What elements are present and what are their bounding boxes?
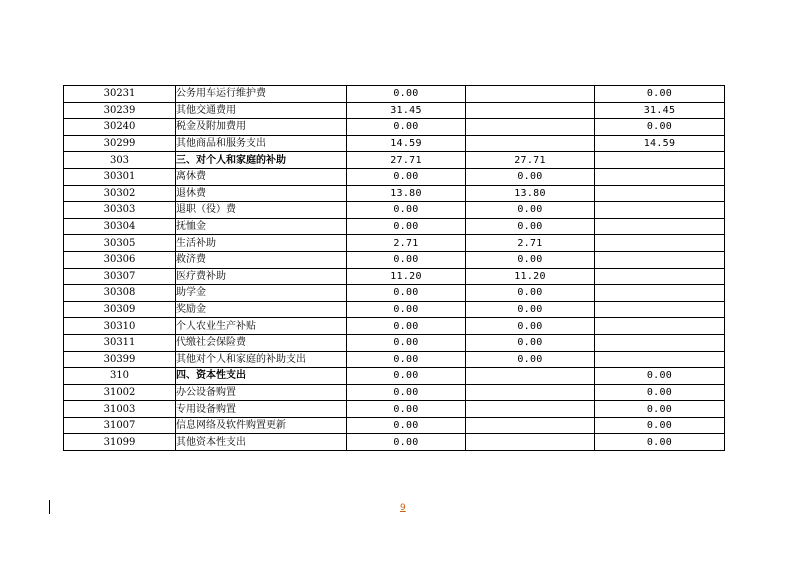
row-basic: [466, 434, 595, 451]
row-code: 30305: [64, 235, 176, 252]
row-project: [595, 152, 725, 169]
row-project: 0.00: [595, 417, 725, 434]
row-name: 办公设备购置: [176, 384, 347, 401]
table-row: [64, 417, 725, 434]
row-total: 14.59: [347, 135, 466, 152]
table-row: [64, 102, 725, 119]
row-basic: [466, 417, 595, 434]
table-row: [64, 152, 725, 169]
row-basic: 0.00: [466, 301, 595, 318]
row-project: [595, 202, 725, 219]
row-code: 31007: [64, 417, 176, 434]
row-name: 其他商品和服务支出: [176, 135, 347, 152]
row-basic: 0.00: [466, 202, 595, 219]
row-name: 信息网络及软件购置更新: [176, 417, 347, 434]
table-row: [64, 251, 725, 268]
row-project: 31.45: [595, 102, 725, 119]
table-row: [64, 434, 725, 451]
row-name: 四、资本性支出: [176, 368, 347, 385]
row-total: 0.00: [347, 351, 466, 368]
row-code: 30304: [64, 218, 176, 235]
row-project: 0.00: [595, 119, 725, 136]
row-basic: 0.00: [466, 318, 595, 335]
row-project: 0.00: [595, 86, 725, 103]
row-project: [595, 334, 725, 351]
table-row: [64, 351, 725, 368]
row-total: 0.00: [347, 368, 466, 385]
row-total: 0.00: [347, 401, 466, 418]
row-total: 0.00: [347, 334, 466, 351]
row-project: [595, 218, 725, 235]
row-code: 30307: [64, 268, 176, 285]
row-code: 31003: [64, 401, 176, 418]
row-name: 离休费: [176, 168, 347, 185]
row-project: 0.00: [595, 384, 725, 401]
row-code: 30311: [64, 334, 176, 351]
row-name: 助学金: [176, 285, 347, 302]
row-project: 0.00: [595, 434, 725, 451]
table-row: [64, 334, 725, 351]
table-row: [64, 86, 725, 103]
row-basic: 27.71: [466, 152, 595, 169]
expenditure-table: [63, 85, 725, 451]
row-project: 0.00: [595, 401, 725, 418]
row-code: 30239: [64, 102, 176, 119]
row-name: 救济费: [176, 251, 347, 268]
row-project: [595, 351, 725, 368]
row-project: [595, 251, 725, 268]
table-row: [64, 318, 725, 335]
row-project: [595, 235, 725, 252]
row-total: 13.80: [347, 185, 466, 202]
row-project: [595, 318, 725, 335]
row-name: 医疗费补助: [176, 268, 347, 285]
row-total: 0.00: [347, 417, 466, 434]
row-code: 30302: [64, 185, 176, 202]
row-total: 0.00: [347, 218, 466, 235]
table-row: [64, 202, 725, 219]
row-code: 30231: [64, 86, 176, 103]
row-basic: 0.00: [466, 334, 595, 351]
row-name: 税金及附加费用: [176, 119, 347, 136]
row-name: 奖励金: [176, 301, 347, 318]
table-row: [64, 218, 725, 235]
row-code: 31002: [64, 384, 176, 401]
row-project: [595, 168, 725, 185]
row-name: 其他对个人和家庭的补助支出: [176, 351, 347, 368]
table-row: [64, 301, 725, 318]
row-code: 303: [64, 152, 176, 169]
row-total: 0.00: [347, 318, 466, 335]
page-number[interactable]: 9: [400, 503, 406, 513]
row-basic: 0.00: [466, 218, 595, 235]
row-basic: [466, 384, 595, 401]
row-total: 0.00: [347, 119, 466, 136]
row-total: 0.00: [347, 86, 466, 103]
table-row: [64, 368, 725, 385]
row-total: 0.00: [347, 434, 466, 451]
table-row: [64, 285, 725, 302]
row-name: 公务用车运行维护费: [176, 86, 347, 103]
row-total: 0.00: [347, 285, 466, 302]
table-row: [64, 401, 725, 418]
row-total: 0.00: [347, 168, 466, 185]
table-row: [64, 185, 725, 202]
row-code: 30303: [64, 202, 176, 219]
row-total: 31.45: [347, 102, 466, 119]
row-basic: [466, 368, 595, 385]
row-name: 个人农业生产补贴: [176, 318, 347, 335]
row-code: 30299: [64, 135, 176, 152]
row-code: 31099: [64, 434, 176, 451]
row-name: 退休费: [176, 185, 347, 202]
row-basic: 0.00: [466, 251, 595, 268]
row-basic: [466, 119, 595, 136]
row-total: 2.71: [347, 235, 466, 252]
row-basic: [466, 86, 595, 103]
row-name: 三、对个人和家庭的补助: [176, 152, 347, 169]
row-name: 其他交通费用: [176, 102, 347, 119]
row-total: 0.00: [347, 384, 466, 401]
row-name: 退职（役）费: [176, 202, 347, 219]
row-name: 代缴社会保险费: [176, 334, 347, 351]
table-row: [64, 235, 725, 252]
row-code: 30240: [64, 119, 176, 136]
table-row: [64, 119, 725, 136]
table-row: [64, 384, 725, 401]
row-code: 30306: [64, 251, 176, 268]
table-row: [64, 135, 725, 152]
row-basic: 0.00: [466, 168, 595, 185]
row-basic: 13.80: [466, 185, 595, 202]
row-name: 生活补助: [176, 235, 347, 252]
row-code: 30309: [64, 301, 176, 318]
row-project: [595, 285, 725, 302]
row-basic: 11.20: [466, 268, 595, 285]
table-row: [64, 168, 725, 185]
row-name: 抚恤金: [176, 218, 347, 235]
row-code: 30310: [64, 318, 176, 335]
table-row: [64, 268, 725, 285]
row-basic: [466, 102, 595, 119]
row-code: 310: [64, 368, 176, 385]
row-total: 0.00: [347, 301, 466, 318]
row-code: 30301: [64, 168, 176, 185]
row-code: 30399: [64, 351, 176, 368]
row-basic: [466, 135, 595, 152]
row-project: [595, 185, 725, 202]
row-project: 14.59: [595, 135, 725, 152]
row-basic: 0.00: [466, 285, 595, 302]
row-basic: 2.71: [466, 235, 595, 252]
row-code: 30308: [64, 285, 176, 302]
row-name: 专用设备购置: [176, 401, 347, 418]
row-basic: [466, 401, 595, 418]
row-total: 27.71: [347, 152, 466, 169]
row-total: 11.20: [347, 268, 466, 285]
row-project: 0.00: [595, 368, 725, 385]
row-total: 0.00: [347, 202, 466, 219]
row-basic: 0.00: [466, 351, 595, 368]
margin-mark: [49, 500, 50, 514]
row-project: [595, 301, 725, 318]
row-total: 0.00: [347, 251, 466, 268]
row-project: [595, 268, 725, 285]
row-name: 其他资本性支出: [176, 434, 347, 451]
